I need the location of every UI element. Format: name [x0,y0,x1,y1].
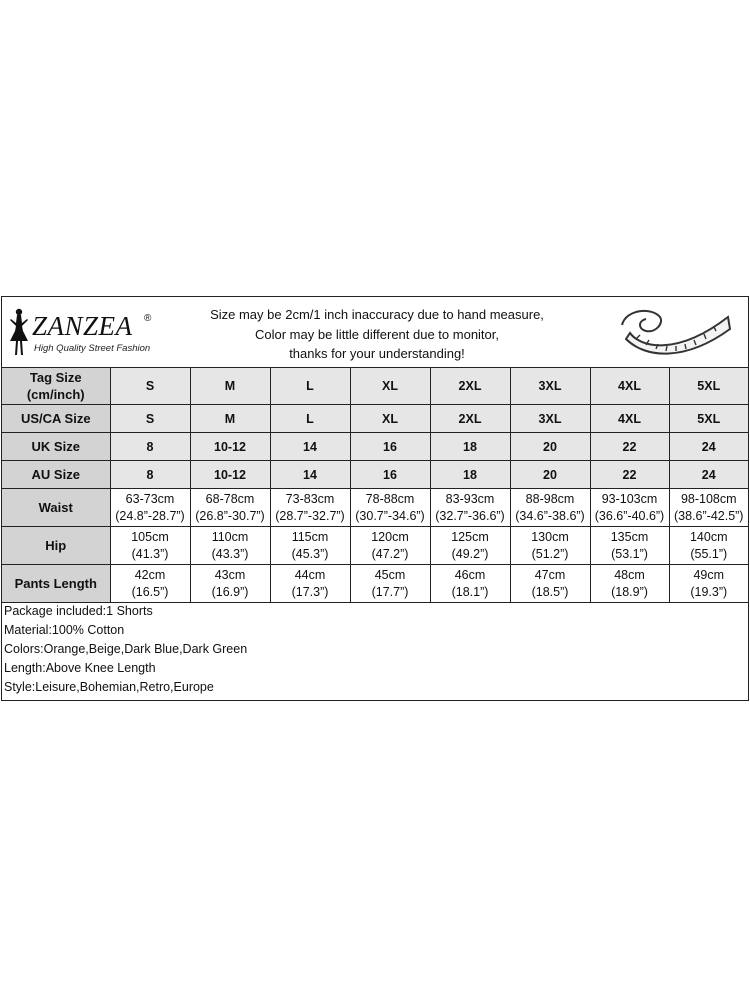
measurement-notice [192,305,562,364]
table-cell: 2XL [430,368,510,405]
row-label: US/CA Size [2,405,110,433]
table-cell: 5XL [669,368,748,405]
table-cell: 42cm (16.5”) [110,565,190,603]
table-cell: 22 [590,433,669,461]
table-cell: 140cm (55.1”) [669,527,748,565]
table-cell: 24 [669,433,748,461]
table-cell: 93-103cm (36.6”-40.6”) [590,489,669,527]
table-cell: 88-98cm (34.6”-38.6”) [510,489,590,527]
table-cell: 98-108cm (38.6”-42.5”) [669,489,748,527]
notice-line: thanks for your understanding! [289,346,465,361]
notice-line: Size may be 2cm/1 inch inaccuracy due to hand measure, [210,307,544,322]
chart-header [2,297,748,368]
table-cell: XL [350,368,430,405]
table-cell: 47cm (18.5”) [510,565,590,603]
table-cell: 83-93cm (32.7”-36.6”) [430,489,510,527]
table-row-tag-size [2,368,748,405]
table-cell: 125cm (49.2”) [430,527,510,565]
table-cell: 2XL [430,405,510,433]
brand-name: ZANZEA [32,311,133,341]
notice-line: Color may be little different due to monitor, [255,326,499,342]
table-cell: 110cm (43.3”) [190,527,270,565]
table-cell: 46cm (18.1”) [430,565,510,603]
measuring-tape-icon [616,303,734,361]
row-label: Waist [2,489,110,527]
row-label: Hip [2,527,110,565]
table-cell: 73-83cm (28.7”-32.7”) [270,489,350,527]
size-chart-sheet [1,296,749,701]
table-row-hip [2,527,748,565]
table-cell: XL [350,405,430,433]
table-cell: 8 [110,461,190,489]
table-cell: 10-12 [190,461,270,489]
fashion-woman-silhouette-icon [8,307,30,357]
row-label: Pants Length [2,565,110,603]
detail-style: Style:Leisure,Bohemian,Retro,Europe [4,680,214,694]
table-cell: 68-78cm (26.8”-30.7”) [190,489,270,527]
table-row-waist [2,489,748,527]
table-cell: 14 [270,433,350,461]
table-cell: 5XL [669,405,748,433]
table-cell: 20 [510,461,590,489]
table-cell: 22 [590,461,669,489]
brand-logo [6,303,166,363]
product-details [4,602,247,697]
table-row-uk-size [2,433,748,461]
row-label: UK Size [2,433,110,461]
table-cell: L [270,405,350,433]
table-cell: S [110,405,190,433]
table-row-pants-length [2,565,748,603]
table-cell: 115cm (45.3”) [270,527,350,565]
row-label: Tag Size (cm/inch) [2,368,110,405]
detail-package: Package included:1 Shorts [4,604,153,618]
detail-material: Material:100% Cotton [4,623,125,637]
table-cell: 18 [430,461,510,489]
brand-tagline: High Quality Street Fashion [34,343,151,354]
table-cell: 78-88cm (30.7”-34.6”) [350,489,430,527]
table-cell: 16 [350,461,430,489]
table-cell: 16 [350,433,430,461]
table-cell: 48cm (18.9”) [590,565,669,603]
table-cell: 4XL [590,368,669,405]
detail-length: Length:Above Knee Length [4,661,156,675]
size-table [2,367,748,603]
table-cell: 3XL [510,368,590,405]
table-cell: 44cm (17.3”) [270,565,350,603]
table-cell: 43cm (16.9”) [190,565,270,603]
row-label: AU Size [2,461,110,489]
table-cell: 49cm (19.3”) [669,565,748,603]
table-cell: M [190,405,270,433]
table-cell: 3XL [510,405,590,433]
table-cell: L [270,368,350,405]
table-cell: 105cm (41.3”) [110,527,190,565]
table-cell: 45cm (17.7”) [350,565,430,603]
table-row-au-size [2,461,748,489]
table-cell: M [190,368,270,405]
table-cell: 24 [669,461,748,489]
table-cell: 10-12 [190,433,270,461]
detail-colors: Colors:Orange,Beige,Dark Blue,Dark Green [4,642,248,656]
table-cell: 14 [270,461,350,489]
table-cell: 20 [510,433,590,461]
table-cell: 4XL [590,405,669,433]
table-cell: S [110,368,190,405]
table-row-us-ca-size [2,405,748,433]
registered-mark: ® [144,313,152,324]
table-cell: 120cm (47.2”) [350,527,430,565]
table-cell: 8 [110,433,190,461]
table-cell: 18 [430,433,510,461]
table-cell: 135cm (53.1”) [590,527,669,565]
table-cell: 130cm (51.2”) [510,527,590,565]
table-cell: 63-73cm (24.8”-28.7”) [110,489,190,527]
